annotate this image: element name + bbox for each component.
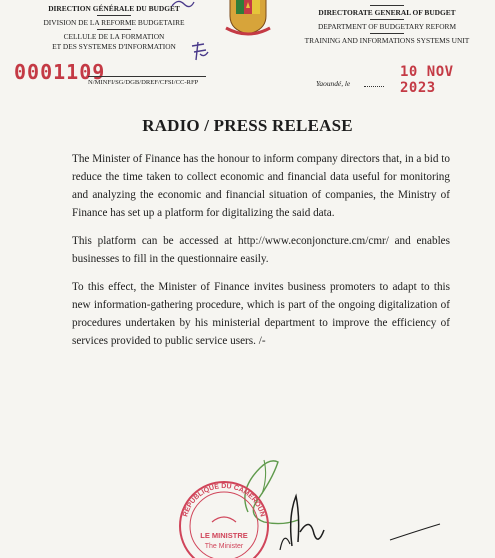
coat-of-arms-icon <box>222 0 274 36</box>
header-left-unit-line1: CELLULE DE LA FORMATION <box>63 32 165 41</box>
header-right-department: DEPARTMENT OF BUDGETARY REFORM <box>317 22 457 31</box>
header-left-rule <box>97 15 131 16</box>
body-paragraph-2: This platform can be accessed at http://www.econjoncture.cm/cmr/ and enables businesses to fill in the questionnaire easily. <box>72 235 450 265</box>
header-right-directorate: DIRECTORATE GENERAL OF BUDGET <box>318 8 456 17</box>
body-paragraph-3: To this effect, the Minister of Finance invites business promoters to adapt to this new information-gathering procedure, which is part of the ongoing digitalization of procedures undertaken by his ministerial department to improve the efficiency of services provided to public service users. /- <box>72 281 450 347</box>
header-left-rule-2 <box>97 29 131 30</box>
seal-center-line2: The Minister <box>204 543 244 550</box>
header-left-division: DIVISION DE LA REFORME BUDGETAIRE <box>43 18 185 27</box>
header-right-rule <box>370 5 404 6</box>
header-right <box>282 4 492 46</box>
document-title: RADIO / PRESS RELEASE <box>142 116 353 135</box>
place-dotted-line <box>364 86 384 87</box>
seal-emblem-icon <box>212 517 236 522</box>
header-right-rule-2 <box>370 19 404 20</box>
reference-suffix: N/MINFI/SG/DGB/DREF/CFSI/CC-RFP <box>88 79 199 86</box>
seal-center-line1: LE MINISTRE <box>200 531 248 540</box>
header-left-directorate: DIRECTION GÉNÉRALE DU BUDGET <box>48 4 180 13</box>
date-stamp: 10 NOV 2023 <box>400 64 454 96</box>
initials-mark-icon <box>188 40 210 62</box>
paraph-mark-icon <box>170 0 196 14</box>
body-paragraph-1: The Minister of Finance has the honour to inform company directors that, in a bid to reduce the time taken to collect economic and financial data useful for monitoring and analyzing the economic and financial situation of companies, the Ministry of Finance has set up a platform for digitalizing the said data. <box>72 153 450 219</box>
reference-number-stamp: 0001109 <box>14 60 106 84</box>
reference-underline <box>88 76 206 77</box>
header-right-unit: TRAINING AND INFORMATIONS SYSTEMS UNIT <box>304 36 470 45</box>
document-body <box>72 150 450 360</box>
seal-arc-text: REPUBLIQUE DU CAMEROUN <box>182 482 266 518</box>
header-left-unit-line2: ET DES SYSTEMES D'INFORMATION <box>52 42 176 51</box>
place-label: Yaoundé, le <box>316 79 351 88</box>
official-seal <box>172 478 276 558</box>
header-right-rule-3 <box>370 33 404 34</box>
ink-signature-icon <box>270 486 495 550</box>
